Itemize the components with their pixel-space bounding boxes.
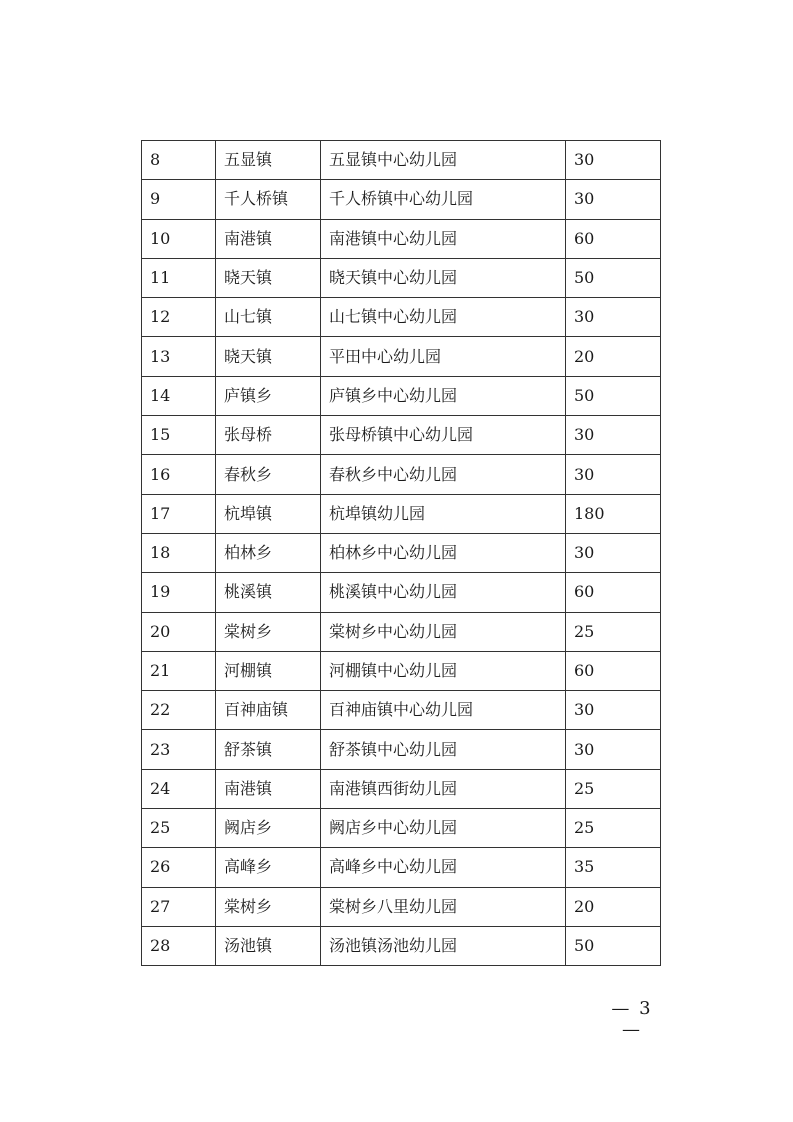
count-cell: 30 <box>566 691 661 730</box>
town-cell: 晓天镇 <box>216 258 321 297</box>
count-cell: 30 <box>566 180 661 219</box>
kindergarten-name-cell: 柏林乡中心幼儿园 <box>321 533 566 572</box>
kindergarten-table <box>141 140 661 966</box>
count-cell: 25 <box>566 769 661 808</box>
row-number-cell: 28 <box>142 926 216 965</box>
row-number-cell: 12 <box>142 298 216 337</box>
kindergarten-name-cell: 庐镇乡中心幼儿园 <box>321 376 566 415</box>
count-cell: 20 <box>566 337 661 376</box>
kindergarten-name-cell: 桃溪镇中心幼儿园 <box>321 573 566 612</box>
row-number-cell: 26 <box>142 848 216 887</box>
row-number-cell: 22 <box>142 691 216 730</box>
row-number-cell: 19 <box>142 573 216 612</box>
count-cell: 60 <box>566 219 661 258</box>
kindergarten-name-cell: 高峰乡中心幼儿园 <box>321 848 566 887</box>
kindergarten-name-cell: 南港镇西街幼儿园 <box>321 769 566 808</box>
count-cell: 30 <box>566 455 661 494</box>
count-cell: 50 <box>566 926 661 965</box>
count-cell: 35 <box>566 848 661 887</box>
town-cell: 棠树乡 <box>216 887 321 926</box>
page-number: — 3 — <box>611 998 653 1040</box>
row-number-cell: 14 <box>142 376 216 415</box>
table-row <box>142 691 661 730</box>
table-row <box>142 809 661 848</box>
row-number-cell: 8 <box>142 141 216 180</box>
table-row <box>142 219 661 258</box>
table-row <box>142 730 661 769</box>
kindergarten-name-cell: 平田中心幼儿园 <box>321 337 566 376</box>
town-cell: 春秋乡 <box>216 455 321 494</box>
town-cell: 棠树乡 <box>216 612 321 651</box>
count-cell: 30 <box>566 298 661 337</box>
count-cell: 25 <box>566 612 661 651</box>
kindergarten-name-cell: 百神庙镇中心幼儿园 <box>321 691 566 730</box>
row-number-cell: 24 <box>142 769 216 808</box>
table-row <box>142 494 661 533</box>
town-cell: 庐镇乡 <box>216 376 321 415</box>
town-cell: 百神庙镇 <box>216 691 321 730</box>
town-cell: 舒茶镇 <box>216 730 321 769</box>
count-cell: 50 <box>566 258 661 297</box>
count-cell: 30 <box>566 416 661 455</box>
table-row <box>142 416 661 455</box>
table-row <box>142 926 661 965</box>
table-row <box>142 533 661 572</box>
kindergarten-name-cell: 春秋乡中心幼儿园 <box>321 455 566 494</box>
kindergarten-name-cell: 张母桥镇中心幼儿园 <box>321 416 566 455</box>
row-number-cell: 25 <box>142 809 216 848</box>
row-number-cell: 16 <box>142 455 216 494</box>
table-row <box>142 376 661 415</box>
kindergarten-name-cell: 南港镇中心幼儿园 <box>321 219 566 258</box>
table-row <box>142 769 661 808</box>
town-cell: 千人桥镇 <box>216 180 321 219</box>
table-row <box>142 651 661 690</box>
town-cell: 张母桥 <box>216 416 321 455</box>
town-cell: 柏林乡 <box>216 533 321 572</box>
kindergarten-name-cell: 汤池镇汤池幼儿园 <box>321 926 566 965</box>
town-cell: 南港镇 <box>216 769 321 808</box>
kindergarten-name-cell: 五显镇中心幼儿园 <box>321 141 566 180</box>
kindergarten-name-cell: 棠树乡八里幼儿园 <box>321 887 566 926</box>
count-cell: 20 <box>566 887 661 926</box>
town-cell: 南港镇 <box>216 219 321 258</box>
count-cell: 25 <box>566 809 661 848</box>
row-number-cell: 27 <box>142 887 216 926</box>
row-number-cell: 18 <box>142 533 216 572</box>
table-row <box>142 887 661 926</box>
kindergarten-name-cell: 千人桥镇中心幼儿园 <box>321 180 566 219</box>
town-cell: 杭埠镇 <box>216 494 321 533</box>
table-row <box>142 573 661 612</box>
row-number-cell: 21 <box>142 651 216 690</box>
town-cell: 阙店乡 <box>216 809 321 848</box>
count-cell: 30 <box>566 533 661 572</box>
count-cell: 50 <box>566 376 661 415</box>
town-cell: 汤池镇 <box>216 926 321 965</box>
table-row <box>142 848 661 887</box>
table-row <box>142 141 661 180</box>
kindergarten-name-cell: 阙店乡中心幼儿园 <box>321 809 566 848</box>
count-cell: 30 <box>566 141 661 180</box>
town-cell: 五显镇 <box>216 141 321 180</box>
table-row <box>142 258 661 297</box>
town-cell: 山七镇 <box>216 298 321 337</box>
town-cell: 晓天镇 <box>216 337 321 376</box>
row-number-cell: 20 <box>142 612 216 651</box>
count-cell: 30 <box>566 730 661 769</box>
kindergarten-name-cell: 晓天镇中心幼儿园 <box>321 258 566 297</box>
row-number-cell: 13 <box>142 337 216 376</box>
town-cell: 河棚镇 <box>216 651 321 690</box>
row-number-cell: 23 <box>142 730 216 769</box>
table-row <box>142 455 661 494</box>
table-body <box>142 141 661 966</box>
town-cell: 桃溪镇 <box>216 573 321 612</box>
count-cell: 60 <box>566 573 661 612</box>
count-cell: 60 <box>566 651 661 690</box>
row-number-cell: 11 <box>142 258 216 297</box>
count-cell: 180 <box>566 494 661 533</box>
kindergarten-name-cell: 杭埠镇幼儿园 <box>321 494 566 533</box>
kindergarten-name-cell: 河棚镇中心幼儿园 <box>321 651 566 690</box>
table-row <box>142 298 661 337</box>
kindergarten-name-cell: 舒茶镇中心幼儿园 <box>321 730 566 769</box>
row-number-cell: 9 <box>142 180 216 219</box>
table-row <box>142 612 661 651</box>
table-row <box>142 180 661 219</box>
row-number-cell: 17 <box>142 494 216 533</box>
table-row <box>142 337 661 376</box>
row-number-cell: 10 <box>142 219 216 258</box>
town-cell: 高峰乡 <box>216 848 321 887</box>
kindergarten-name-cell: 山七镇中心幼儿园 <box>321 298 566 337</box>
row-number-cell: 15 <box>142 416 216 455</box>
kindergarten-name-cell: 棠树乡中心幼儿园 <box>321 612 566 651</box>
